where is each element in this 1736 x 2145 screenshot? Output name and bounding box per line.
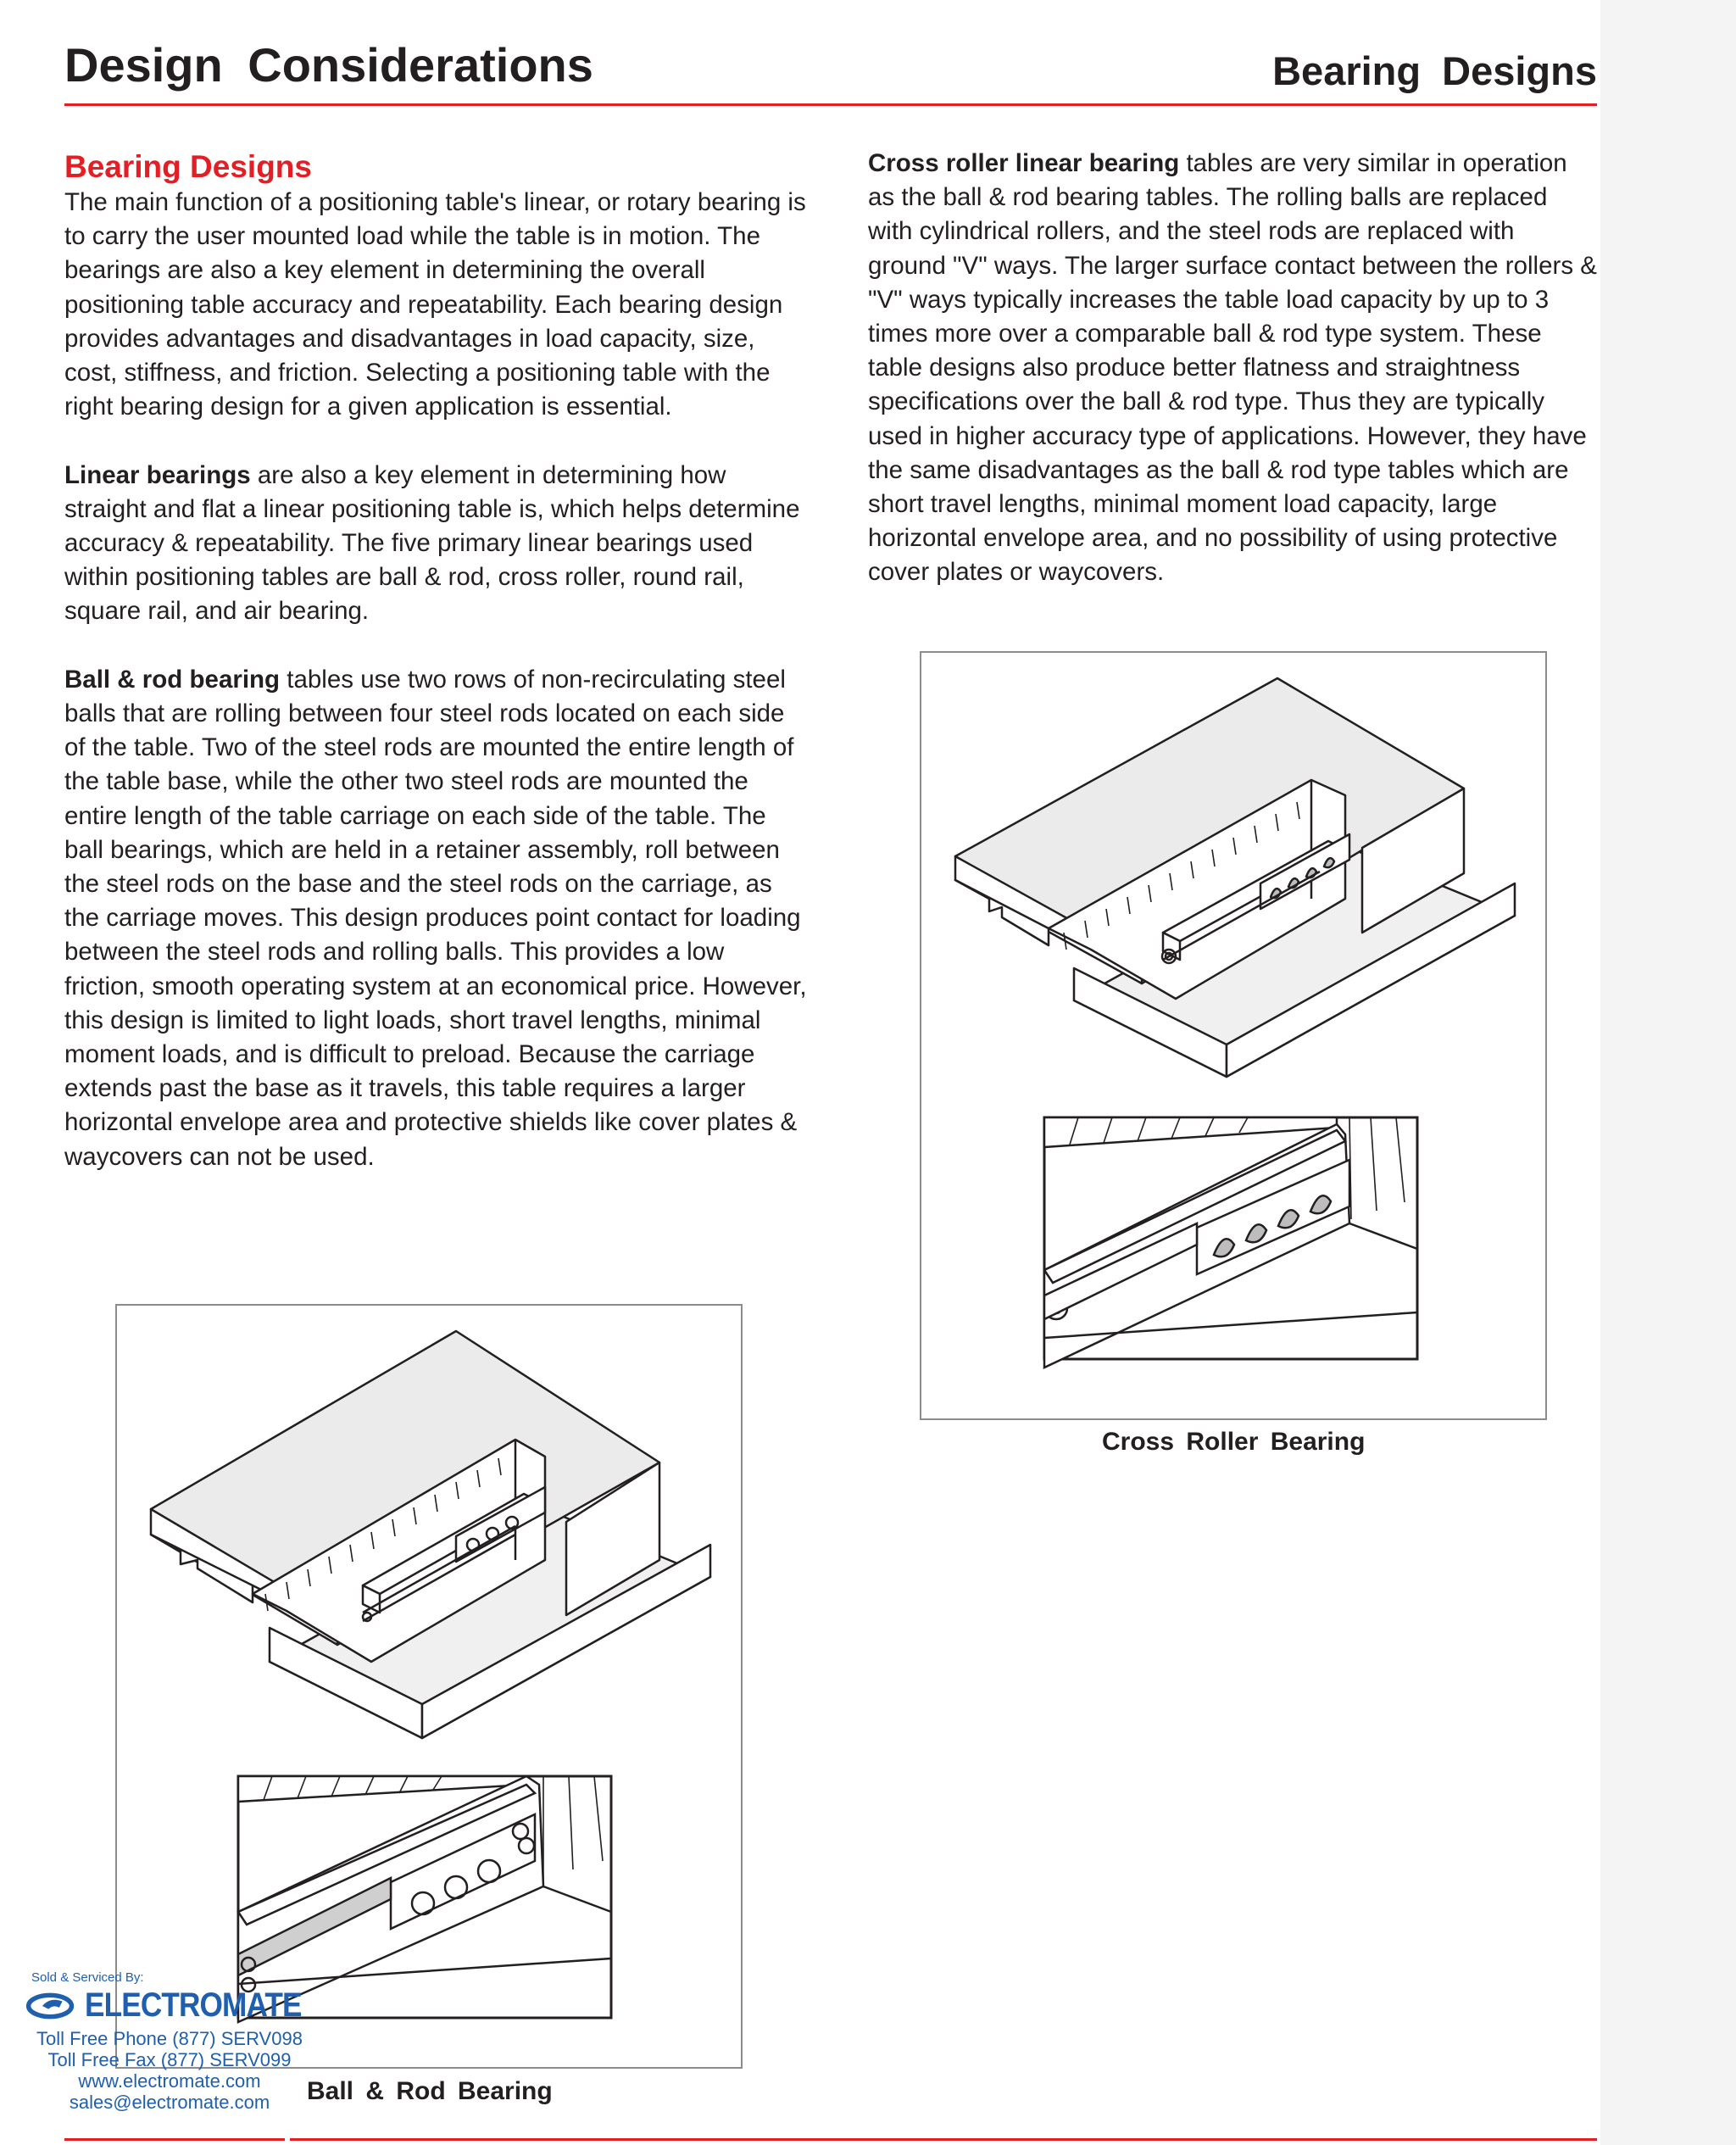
footer-rule (290, 2138, 1597, 2141)
ball-rod-figure (115, 1304, 743, 2069)
right-column (868, 147, 1597, 624)
sold-by-label: Sold & Serviced By: (31, 1970, 144, 1985)
linear-paragraph (64, 459, 810, 629)
footer-rule-left (64, 2138, 285, 2141)
intro-paragraph: The main function of a positioning table's linear, or rotary bearing is to carry the user mounted load while the table is in motion. The bearings are also a key element in determining the overall positioning table accuracy and repeatability. Each bearing design provides advantages and disadvantages in load capacity, size, cost, stiffness, and friction. Selecting a positioning table with the right bearing design for a given application is essential. (64, 188, 806, 421)
distributor-block (25, 1970, 331, 2113)
cross-roller-caption: Cross Roller Bearing (1102, 1428, 1366, 1456)
section-header: Bearing Designs (1272, 48, 1597, 93)
header-rule (64, 103, 1597, 106)
cross-term: Cross roller linear bearing (868, 149, 1180, 177)
page-title: Design Considerations (64, 38, 593, 92)
left-column (64, 147, 810, 1208)
ballrod-term: Ball & rod bearing (64, 665, 281, 694)
email-link[interactable]: sales@electromate.com (69, 2092, 270, 2113)
website-link[interactable]: www.electromate.com (78, 2070, 261, 2092)
ball-rod-caption: Ball & Rod Bearing (307, 2077, 553, 2105)
brand-name: ELECTROMATE (84, 1986, 302, 2024)
ballrod-paragraph (64, 663, 810, 1174)
section-title: Bearing Designs (64, 149, 312, 184)
fax-line: Toll Free Fax (877) SERV099 (47, 2049, 292, 2070)
brand-logo (25, 1986, 331, 2025)
contact-info (25, 2028, 314, 2113)
right-margin-strip (1600, 0, 1736, 2145)
ballrod-text: tables use two rows of non-recirculating steel balls that are rolling between four steel rods located on each side of the table. Two of the steel rods are mounted the entire length of the table base, while the other two steel rods are mounted the entire length of the table carriage on each side of the table. The ball bearings, which are held in a retainer assembly, roll between the steel rods on the base and the steel rods on the carriage, as the carriage moves. This design produces point contact for loading between the steel rods and rolling balls. This provides a low friction, smooth operating system at an economical price. However, this design is limited to light loads, short travel lengths, minimal moment loads, and is difficult to preload. Because the carriage extends past the base as it travels, this table requires a larger horizontal envelope area and protective shields like cover plates & waycovers can not be used. (64, 665, 807, 1171)
linear-term: Linear bearings (64, 460, 251, 489)
phone-line: Toll Free Phone (877) SERV098 (36, 2028, 303, 2049)
cross-roller-figure (920, 651, 1547, 1420)
cross-paragraph (868, 147, 1597, 590)
cross-text: tables are very similar in operation as the ball & rod bearing tables. The rolling balls are replaced with cylindrical rollers, and the steel rods are replaced with ground "V" ways. The larger surface contact between the rollers & "V" ways typically increases the table load capacity by up to 3 times more over a comparable ball & rod type system. These table designs also produce better flatness and straightness specifications over the ball & rod type. Thus they are typically used in higher accuracy type of applications. However, they have the same disadvantages as the ball & rod type tables which are short travel lengths, minimal moment load capacity, large horizontal envelope area, and no possibility of using protective cover plates or waycovers. (868, 149, 1597, 587)
linear-text: are also a key element in determining how straight and flat a linear positioning table is, which helps determine accuracy & repeatability. The five primary linear bearings used within positioning tables are ball & rod, cross roller, round rail, square rail, and air bearing. (64, 460, 800, 626)
cross-roller-illustration (921, 653, 1545, 1418)
ball-rod-illustration (117, 1306, 741, 2067)
electromate-logo-icon (25, 1987, 80, 2025)
